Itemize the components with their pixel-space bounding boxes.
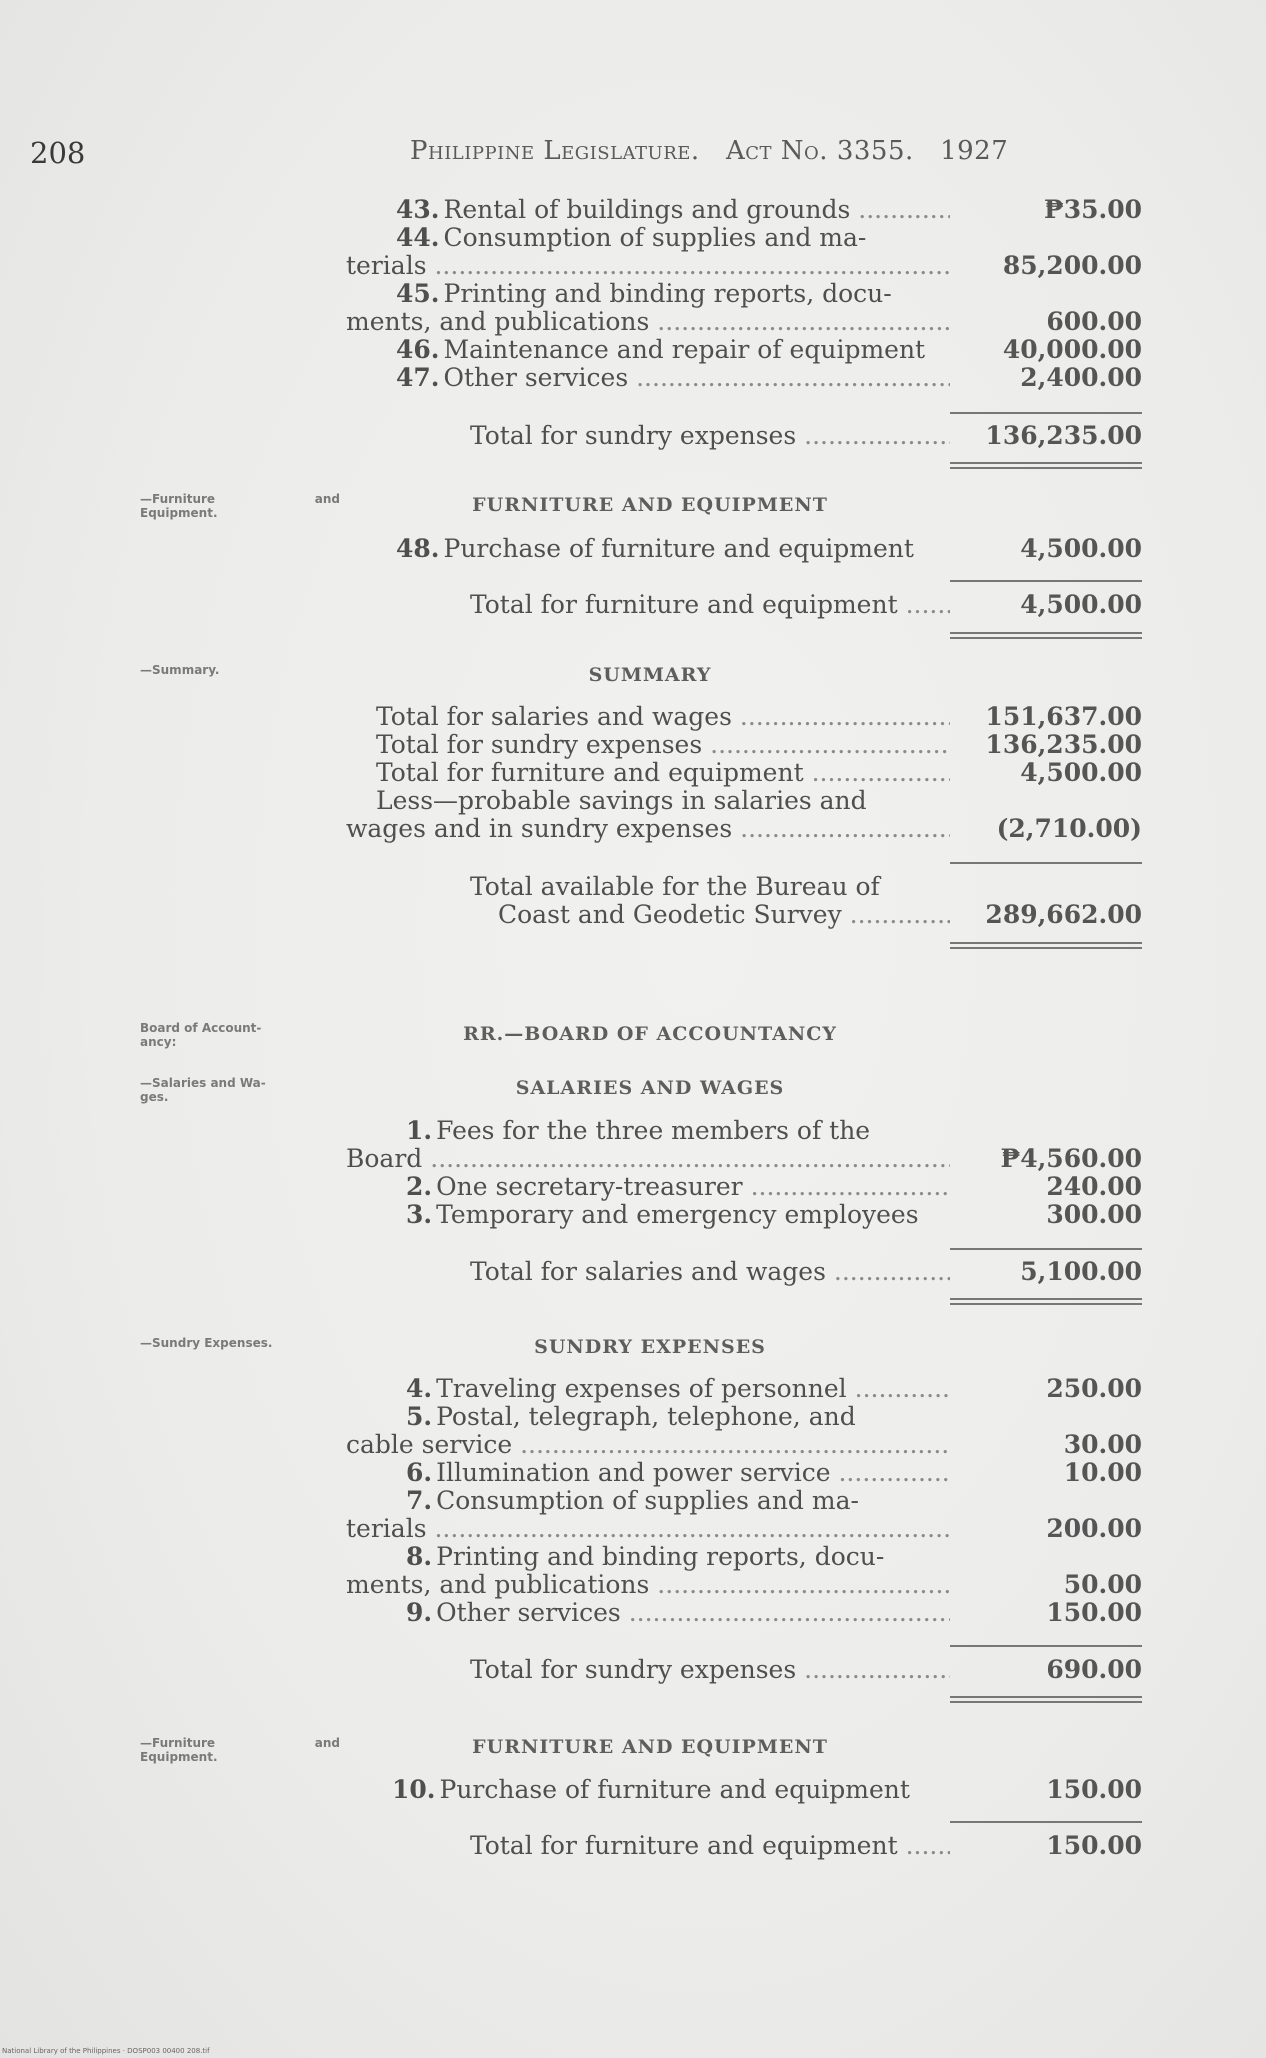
amount: 136,235.00 xyxy=(985,421,1142,450)
amount: 4,500.00 xyxy=(1020,534,1142,563)
margin-note-furniture: —Furniture and Equipment. xyxy=(140,492,340,520)
line-item-9: 9. Other services ..... 150.00 xyxy=(346,1599,1142,1627)
amount: 600.00 xyxy=(1046,307,1142,336)
rule xyxy=(950,1248,1142,1250)
heading-sundry-expenses: SUNDRY EXPENSES xyxy=(534,1336,766,1358)
amount: 150.00 xyxy=(1046,1598,1142,1627)
amount: 150.00 xyxy=(1046,1775,1142,1804)
amount: 2,400.00 xyxy=(1020,363,1142,392)
page-number: 208 xyxy=(30,136,86,170)
total-sundry-expenses: Total for sundry expenses ..... 136,235.00 xyxy=(346,422,1142,450)
line-item-47: 47. Other services ..... 2,400.00 xyxy=(346,364,1142,392)
line-item-7: 7. Consumption of supplies and ma- xyxy=(406,1487,859,1515)
double-rule xyxy=(950,1696,1142,1703)
rule xyxy=(950,1821,1142,1823)
line-item-43: 43. Rental of buildings and grounds ..... ₱35.00 xyxy=(346,196,1142,224)
line-item-4: 4. Traveling expenses of personnel ..... 250.00 xyxy=(346,1375,1142,1403)
amount: 4,500.00 xyxy=(1020,590,1142,619)
line-item-44-cont: terials ..... 85,200.00 xyxy=(346,252,1142,280)
rule xyxy=(950,862,1142,864)
line-item-8-cont: ments, and publications ..... 50.00 xyxy=(346,1571,1142,1599)
double-rule xyxy=(950,462,1142,469)
running-head-title: Philippine Legislature. xyxy=(410,136,700,166)
line-item-46: 46. Maintenance and repair of equipment 40,000.00 xyxy=(396,335,1142,364)
amount: 136,235.00 xyxy=(985,730,1142,759)
line-item-48: 48. Purchase of furniture and equipment 4,500.00 xyxy=(396,534,1142,563)
margin-note-salaries: —Salaries and Wa- ges. xyxy=(140,1076,266,1104)
total-sundry-expenses-board: Total for sundry expenses ..... 690.00 xyxy=(346,1656,1142,1684)
line-item-5: 5. Postal, telegraph, telephone, and xyxy=(406,1403,856,1431)
summary-less-savings-cont: wages and in sundry expenses ..... (2,710.00) xyxy=(346,815,1142,843)
amount: 250.00 xyxy=(1046,1374,1142,1403)
amount: 240.00 xyxy=(1046,1172,1142,1201)
amount: 40,000.00 xyxy=(1002,335,1142,364)
running-head-year: 1927 xyxy=(940,136,1009,166)
heading-salaries-wages: SALARIES AND WAGES xyxy=(515,1077,785,1099)
line-item-6: 6. Illumination and power service ..... 10.00 xyxy=(346,1459,1142,1487)
amount: 289,662.00 xyxy=(985,900,1142,929)
amount: 200.00 xyxy=(1046,1514,1142,1543)
line-item-1: 1. Fees for the three members of the xyxy=(406,1117,871,1145)
amount: 30.00 xyxy=(1063,1430,1142,1459)
amount: 5,100.00 xyxy=(1020,1257,1142,1286)
amount: 151,637.00 xyxy=(985,702,1142,731)
total-furniture-equipment: Total for furniture and equipment ..... 4,500.00 xyxy=(346,591,1142,619)
margin-note-board: Board of Account- ancy: xyxy=(140,1021,262,1049)
line-item-8: 8. Printing and binding reports, docu- xyxy=(406,1543,885,1571)
amount: 50.00 xyxy=(1063,1570,1142,1599)
amount: (2,710.00) xyxy=(996,814,1142,843)
margin-note-sundry: —Sundry Expenses. xyxy=(140,1336,273,1350)
double-rule xyxy=(950,1298,1142,1305)
total-available: Total available for the Bureau of xyxy=(470,873,880,901)
amount: 4,500.00 xyxy=(1020,758,1142,787)
margin-note-summary: —Summary. xyxy=(140,663,220,677)
line-item-5-cont: cable service ..... 30.00 xyxy=(346,1431,1142,1459)
amount: ₱35.00 xyxy=(1043,195,1142,224)
heading-furniture-equipment: FURNITURE AND EQUIPMENT xyxy=(472,494,828,516)
rule xyxy=(950,412,1142,414)
amount: 10.00 xyxy=(1063,1458,1142,1487)
summary-less-savings: Less—probable savings in salaries and xyxy=(376,787,867,815)
heading-summary: SUMMARY xyxy=(588,664,712,686)
total-furniture-equipment-board: Total for furniture and equipment ..... 150.00 xyxy=(346,1832,1142,1860)
amount: ₱4,560.00 xyxy=(1000,1144,1142,1173)
summary-sundry: Total for sundry expenses ..... 136,235.00 xyxy=(346,731,1142,759)
line-item-10: 10. Purchase of furniture and equipment 150.00 xyxy=(392,1775,1142,1804)
line-item-45-cont: ments, and publications ..... 600.00 xyxy=(346,308,1142,336)
running-head-act: Act No. 3355. xyxy=(725,136,914,166)
summary-salaries: Total for salaries and wages ..... 151,637.00 xyxy=(346,703,1142,731)
running-head xyxy=(410,136,1008,166)
heading-board-of-accountancy: RR.—BOARD OF ACCOUNTANCY xyxy=(463,1023,837,1045)
amount: 300.00 xyxy=(1046,1200,1142,1229)
line-item-44: 44. Consumption of supplies and ma- xyxy=(396,224,867,252)
total-available-cont: Coast and Geodetic Survey ..... 289,662.00 xyxy=(346,901,1142,929)
double-rule xyxy=(950,632,1142,639)
total-salaries-wages: Total for salaries and wages ..... 5,100.00 xyxy=(346,1258,1142,1286)
margin-note-furniture-board: —Furniture and Equipment. xyxy=(140,1736,340,1764)
line-item-1-cont: Board ..... ₱4,560.00 xyxy=(346,1145,1142,1173)
summary-furniture: Total for furniture and equipment ..... 4,500.00 xyxy=(346,759,1142,787)
amount: 690.00 xyxy=(1046,1655,1142,1684)
line-item-3: 3. Temporary and emergency employees 300.00 xyxy=(406,1200,1142,1229)
line-item-2: 2. One secretary-treasurer ..... 240.00 xyxy=(346,1173,1142,1201)
line-item-45: 45. Printing and binding reports, docu- xyxy=(396,280,892,308)
heading-furniture-equipment-board: FURNITURE AND EQUIPMENT xyxy=(472,1736,828,1758)
amount: 150.00 xyxy=(1046,1831,1142,1860)
scan-footer: National Library of the Philippines · DOSP003 00400 208.tif xyxy=(2,2047,210,2055)
amount: 85,200.00 xyxy=(1002,251,1142,280)
rule xyxy=(950,580,1142,582)
rule xyxy=(950,1645,1142,1647)
double-rule xyxy=(950,942,1142,949)
line-item-7-cont: terials ..... 200.00 xyxy=(346,1515,1142,1543)
